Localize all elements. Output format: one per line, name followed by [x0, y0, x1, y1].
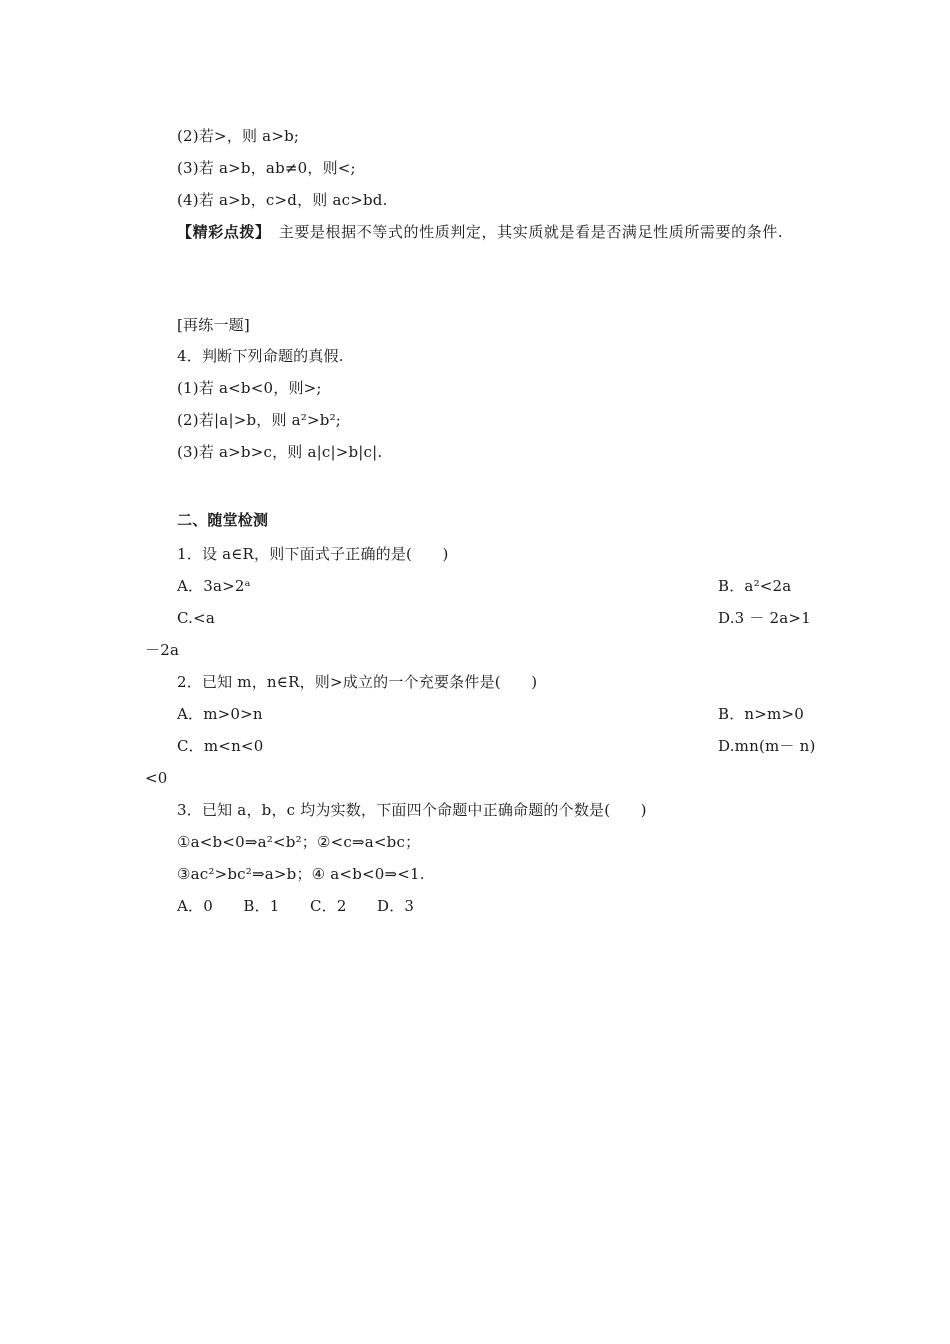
q3-line-2: ③ac²>bc²⇒a>b；④ a<b<0⇒<1. [177, 865, 425, 883]
q3-line-1: ①a<b<0⇒a²<b²；②<c⇒a<bc； [177, 833, 421, 851]
practice-item-3: (3)若 a>b>c，则 a|c|>b|c|. [177, 443, 383, 461]
q2-option-a: A．m>0>n [177, 705, 263, 723]
item-4: (4)若 a>b，c>d，则 ac>bd. [177, 191, 388, 209]
practice-heading: [再练一题] [177, 316, 250, 334]
tip-label: 【精彩点拨】 [177, 223, 264, 241]
tip-text: 主要是根据不等式的性质判定，其实质就是看是否满足性质所需要的条件. [278, 223, 784, 241]
q2-option-b: B．n>m>0 [718, 705, 804, 723]
q3-stem: 3．已知 a，b，c 均为实数，下面四个命题中正确命题的个数是( ) [177, 801, 647, 819]
q1-stem: 1．设 a∈R，则下面式子正确的是( ) [177, 545, 449, 563]
practice-item-2: (2)若|a|>b，则 a²>b²; [177, 411, 342, 429]
section-heading: 二、随堂检测 [177, 511, 269, 529]
tip-paragraph [145, 216, 810, 249]
practice-item-1: (1)若 a<b<0，则>; [177, 379, 322, 397]
q2-option-d: D.mn(m－ n) [718, 737, 816, 755]
q1-option-a: A．3a>2ᵃ [177, 577, 251, 595]
practice-question: 4．判断下列命题的真假. [177, 347, 344, 365]
q1-option-c: C.<a [177, 609, 216, 627]
q3-options: A．0 B．1 C．2 D．3 [177, 897, 415, 915]
q1-option-d: D.3 － 2a>1 [718, 609, 811, 627]
q1-option-b: B．a²<2a [718, 577, 792, 595]
q2-option-d-continued: <0 [145, 769, 168, 787]
q2-option-c: C．m<n<0 [177, 737, 264, 755]
item-2: (2)若>，则 a>b; [177, 127, 300, 145]
item-3: (3)若 a>b，ab≠0，则<; [177, 159, 356, 177]
q1-option-d-continued: －2a [145, 641, 180, 659]
q2-stem: 2．已知 m，n∈R，则>成立的一个充要条件是( ) [177, 673, 538, 691]
